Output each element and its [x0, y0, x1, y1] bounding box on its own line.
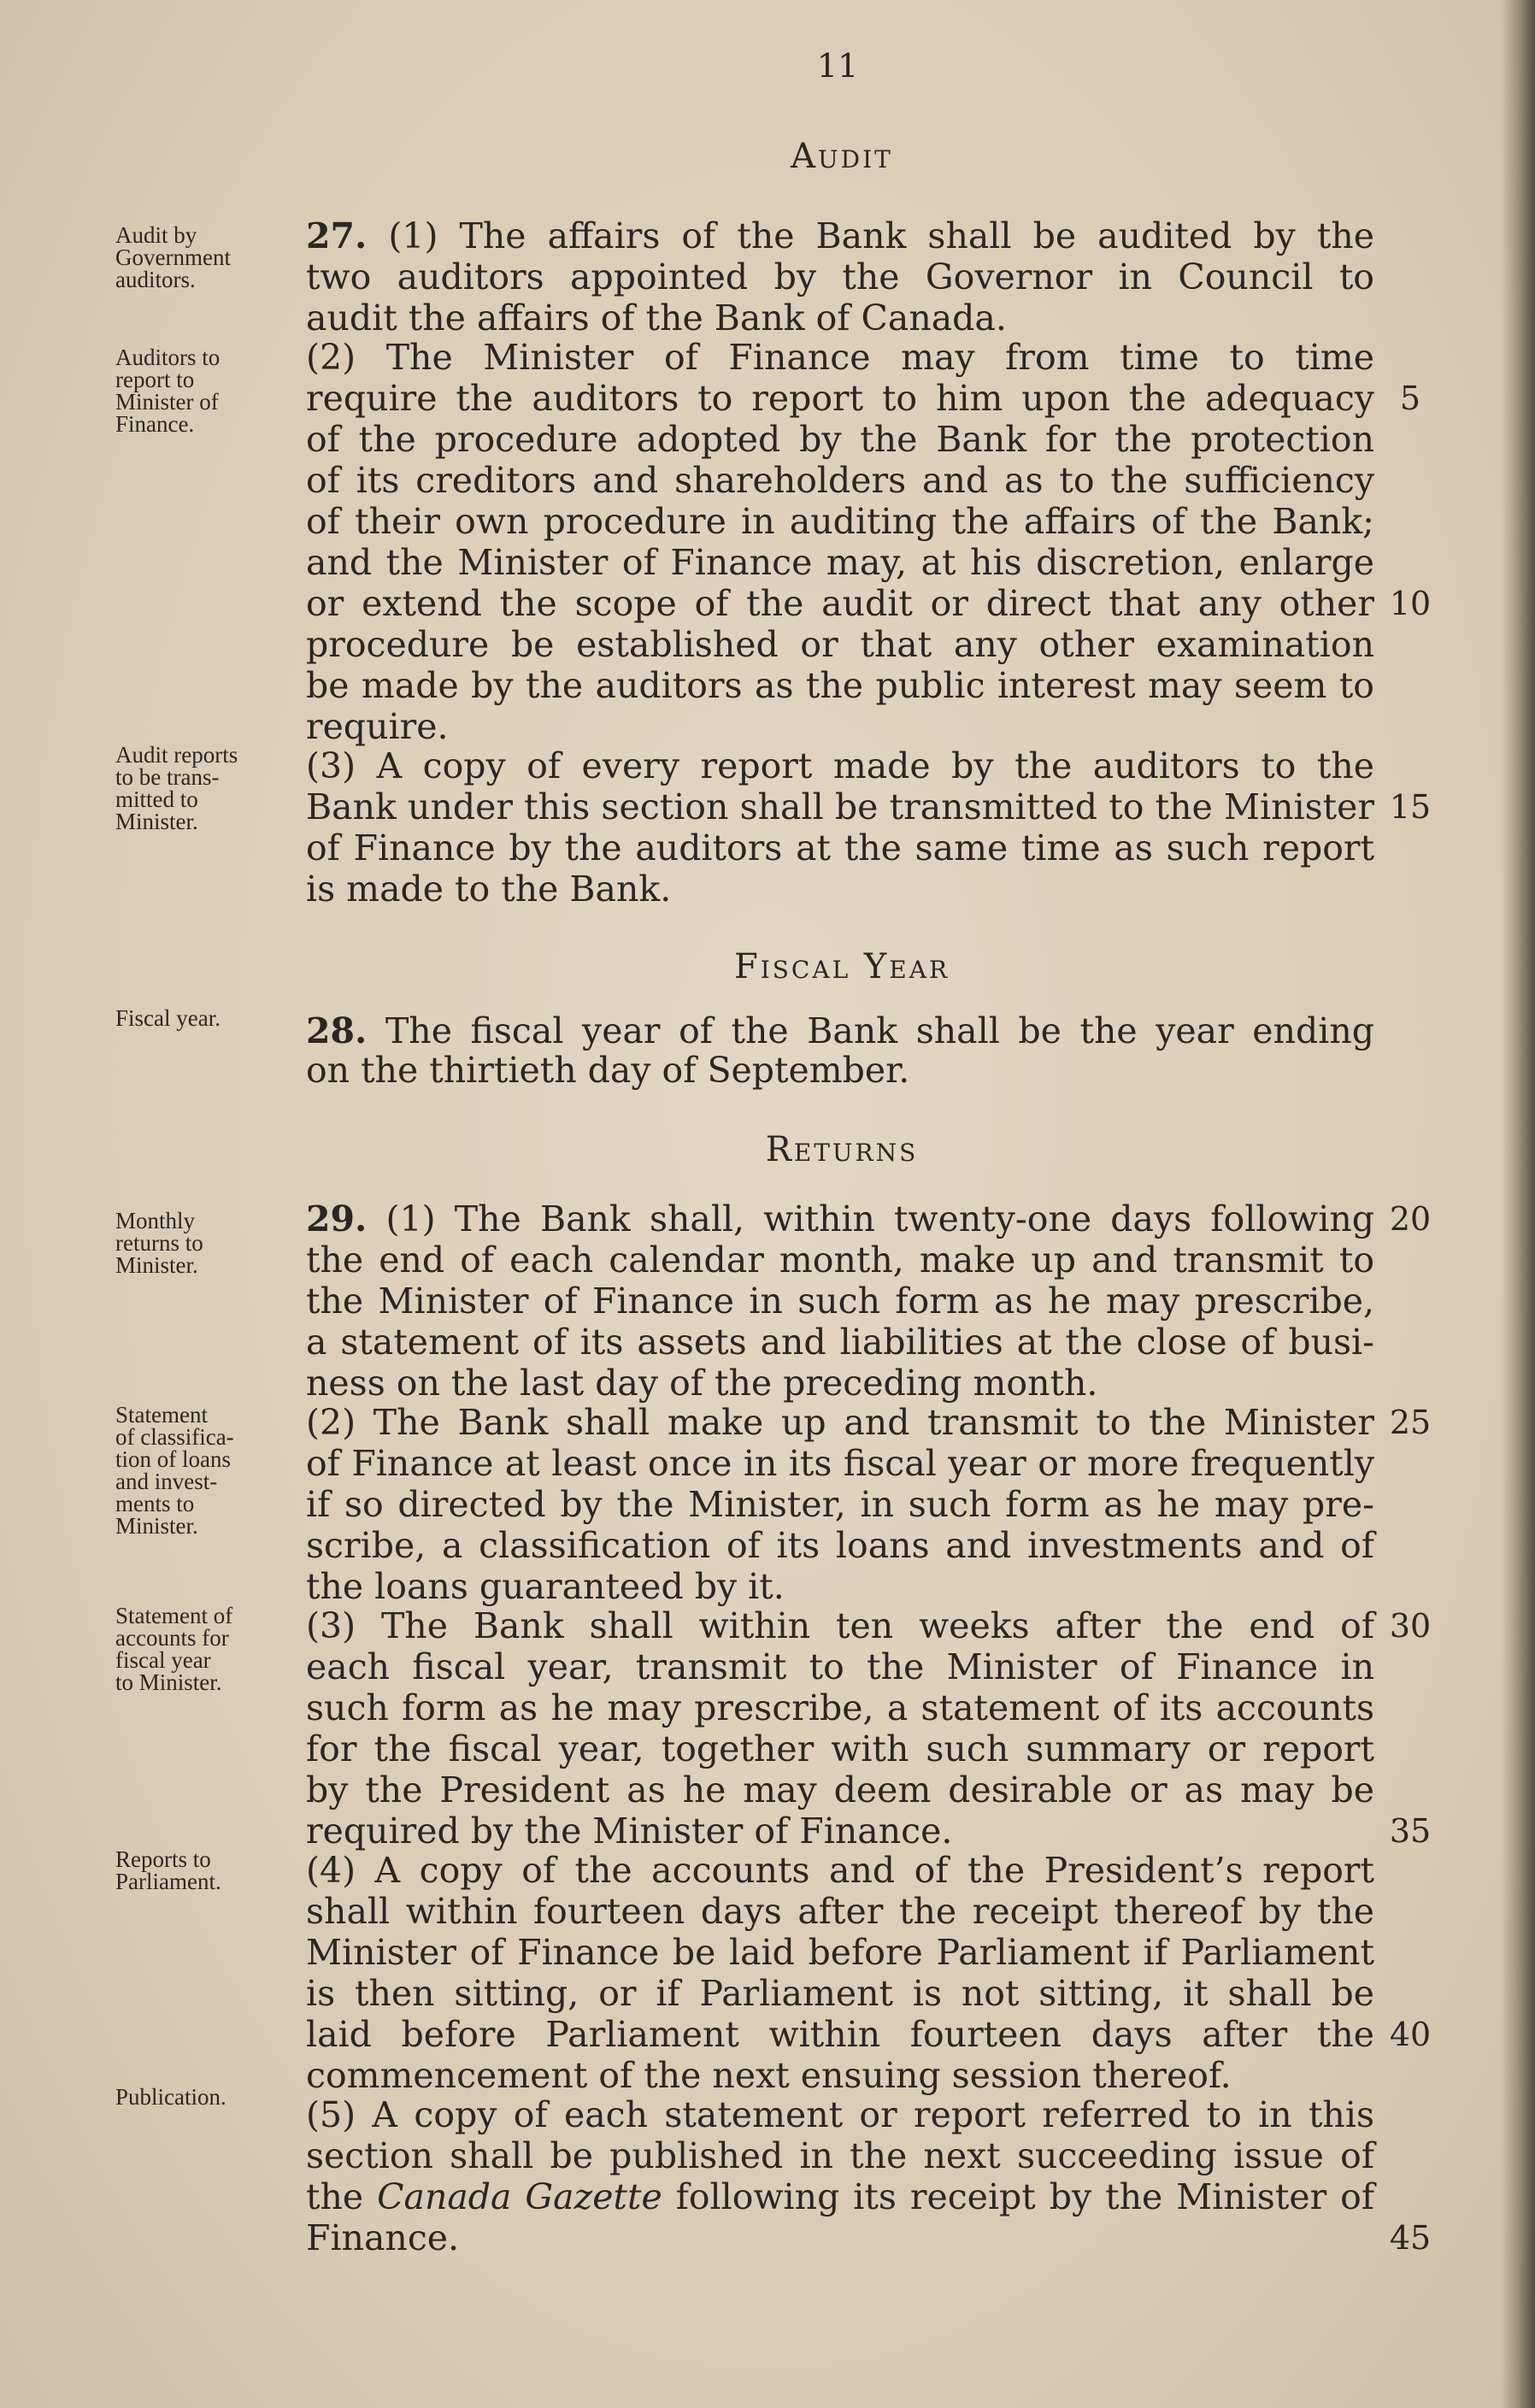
sec27-3-line-1: (3) A copy of every report made by the auditors to the: [306, 745, 1374, 786]
sec29-3-line-6: required by the Minister of Finance.: [306, 1810, 953, 1852]
sec27-line-2: two auditors appointed by the Governor in Council to: [306, 256, 1374, 297]
sec27-3-line-4: is made to the Bank.: [306, 868, 672, 910]
sec29-2-line-1: (2) The Bank shall make up and transmit to the Minister: [306, 1402, 1374, 1443]
sec29-4-line-4: is then sitting, or if Parliament is not sitting, it shall be: [306, 1973, 1374, 2014]
sec29-5-line-4: Finance.: [306, 2217, 460, 2258]
line-number-10: 10: [1389, 585, 1432, 622]
margin-note-statement-accounts: Statement of accounts for fiscal year to Minister.: [115, 1603, 233, 1695]
sec27-2-line-7: or extend the scope of the audit or direct that any other: [306, 583, 1374, 624]
sec27-2-line-8: procedure be established or that any other examination: [306, 624, 1374, 665]
sec29-5-line-1: (5) A copy of each statement or report referred to in this: [306, 2094, 1374, 2135]
heading-returns: Returns: [765, 1130, 919, 1169]
sec27-2-line-9: be made by the auditors as the public interest may seem to: [306, 665, 1374, 706]
line-number-15: 15: [1389, 788, 1432, 826]
line-number-40: 40: [1389, 2016, 1432, 2053]
sec27-2-line-3: of the procedure adopted by the Bank for the protection: [306, 419, 1374, 460]
page-number: 11: [816, 47, 859, 85]
margin-note-audit-by-government: Audit by Government auditors.: [115, 222, 231, 292]
sec29-1-line-2: the end of each calendar month, make up and transmit to: [306, 1239, 1374, 1281]
sec27-2-line-5: of their own procedure in auditing the affairs of the Bank;: [306, 501, 1374, 542]
line-number-20: 20: [1389, 1200, 1432, 1238]
sec29-2-line-3: if so directed by the Minister, in such form as he may pre-: [306, 1484, 1374, 1525]
sec27-2-line-2: require the auditors to report to him upon the adequacy: [306, 378, 1374, 419]
margin-note-fiscal-year: Fiscal year.: [115, 1005, 221, 1031]
sec29-1-line-1: 29. (1) The Bank shall, within twenty-one days following: [306, 1198, 1374, 1239]
sec28-line-2: on the thirtieth day of September.: [306, 1050, 910, 1091]
section-number-27: 27.: [306, 215, 368, 256]
sec27-2-line-6: and the Minister of Finance may, at his discretion, enlarge: [306, 542, 1374, 583]
sec29-1-line-3: the Minister of Finance in such form as he may prescribe,: [306, 1281, 1374, 1322]
margin-note-statement-classification: Statement of classifica- tion of loans and invest- ments to Minister.: [115, 1402, 234, 1539]
sec29-3-line-1: (3) The Bank shall within ten weeks after the end of: [306, 1605, 1374, 1646]
heading-audit: Audit: [791, 137, 893, 176]
section-number-28: 28.: [306, 1010, 368, 1051]
sec29-3-line-5: by the President as he may deem desirable or as may be: [306, 1769, 1374, 1810]
canada-gazette-title: Canada Gazette: [377, 2176, 662, 2217]
margin-note-publication: Publication.: [115, 2084, 226, 2110]
margin-note-monthly-returns: Monthly returns to Minister.: [115, 1208, 203, 1278]
line-number-25: 25: [1389, 1404, 1432, 1441]
sec29-2-line-5: the loans guaranteed by it.: [306, 1566, 785, 1607]
line-number-5: 5: [1399, 380, 1421, 417]
sec29-3-line-3: such form as he may prescribe, a statement of its accounts: [306, 1687, 1374, 1728]
sec29-5-line-2: section shall be published in the next succeeding issue of: [306, 2135, 1374, 2176]
sec29-4-line-2: shall within fourteen days after the receipt thereof by the: [306, 1891, 1374, 1932]
margin-note-auditors-report: Auditors to report to Minister of Finance.: [115, 344, 221, 437]
sec27-line-1: 27. (1) The affairs of the Bank shall be audited by the: [306, 215, 1374, 256]
section-number-29: 29.: [306, 1198, 368, 1239]
sec29-2-line-4: scribe, a classification of its loans and investments and of: [306, 1525, 1374, 1566]
sec29-2-line-2: of Finance at least once in its fiscal year or more frequently: [306, 1443, 1374, 1484]
sec29-5-line-3: the Canada Gazette following its receipt by the Minister of: [306, 2176, 1374, 2217]
heading-fiscal-year: Fiscal Year: [733, 947, 950, 986]
sec29-1-line-4: a statement of its assets and liabilities at the close of busi-: [306, 1322, 1374, 1363]
sec29-4-line-6: commencement of the next ensuing session thereof.: [306, 2055, 1232, 2096]
sec29-4-line-1: (4) A copy of the accounts and of the President’s report: [306, 1850, 1374, 1891]
sec27-2-line-10: require.: [306, 706, 449, 747]
sec27-3-line-2: Bank under this section shall be transmitted to the Minister: [306, 786, 1374, 827]
sec27-3-line-3: of Finance by the auditors at the same time as such report: [306, 827, 1374, 868]
line-number-35: 35: [1389, 1812, 1432, 1850]
sec27-2-line-1: (2) The Minister of Finance may from time to time: [306, 337, 1374, 378]
book-spine-shadow: [1501, 0, 1535, 2408]
sec29-1-line-5: ness on the last day of the preceding month.: [306, 1363, 1098, 1404]
line-number-30: 30: [1389, 1607, 1432, 1645]
sec28-line-1: 28. The fiscal year of the Bank shall be the year ending: [306, 1010, 1374, 1051]
margin-note-reports-parliament: Reports to Parliament.: [115, 1846, 221, 1894]
margin-note-audit-reports-transmitted: Audit reports to be trans- mitted to Minister.: [115, 742, 238, 834]
sec27-2-line-4: of its creditors and shareholders and as to the sufficiency: [306, 460, 1374, 501]
sec29-3-line-4: for the fiscal year, together with such summary or report: [306, 1728, 1374, 1769]
sec29-4-line-3: Minister of Finance be laid before Parliament if Parliament: [306, 1932, 1374, 1973]
sec29-3-line-2: each fiscal year, transmit to the Minister of Finance in: [306, 1646, 1374, 1687]
sec27-line-3: audit the affairs of the Bank of Canada.: [306, 297, 1007, 339]
line-number-45: 45: [1389, 2219, 1432, 2257]
sec29-4-line-5: laid before Parliament within fourteen days after the: [306, 2014, 1374, 2055]
